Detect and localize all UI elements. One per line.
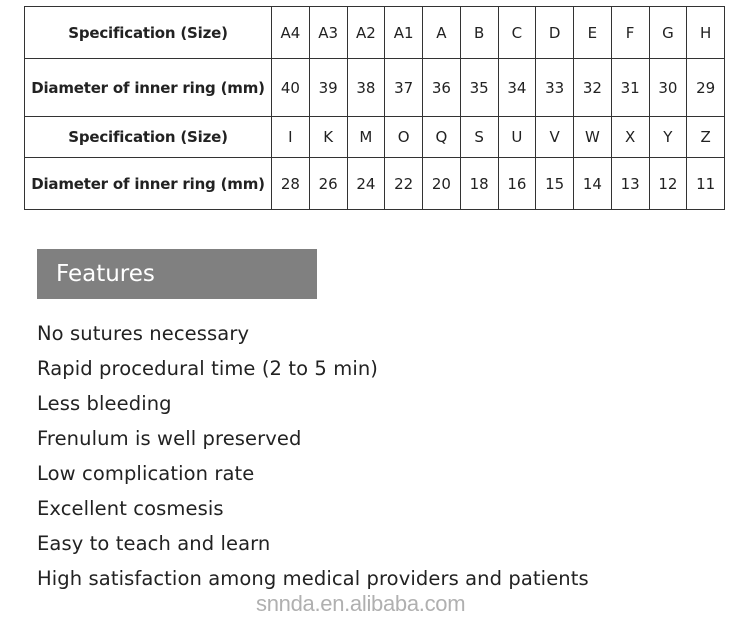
diameter-cell: 31 xyxy=(611,59,649,117)
feature-item: No sutures necessary xyxy=(37,322,250,345)
feature-item: Frenulum is well preserved xyxy=(37,427,302,450)
diameter-cell: 29 xyxy=(687,59,725,117)
diameter-cell: 39 xyxy=(309,59,347,117)
diameter-cell: 30 xyxy=(649,59,687,117)
diameter-cell: 34 xyxy=(498,59,536,117)
table-row-diameter-1 xyxy=(25,59,725,117)
size-cell: K xyxy=(309,117,347,158)
diameter-cell: 26 xyxy=(309,158,347,210)
size-cell: A3 xyxy=(309,7,347,59)
size-cell: O xyxy=(385,117,423,158)
feature-item: Rapid procedural time (2 to 5 min) xyxy=(37,357,379,380)
diameter-cell: 22 xyxy=(385,158,423,210)
row-label: Specification (Size) xyxy=(25,7,272,59)
specification-table xyxy=(24,6,725,210)
feature-item: High satisfaction among medical providers and patients xyxy=(37,567,589,590)
size-cell: V xyxy=(536,117,574,158)
diameter-cell: 33 xyxy=(536,59,574,117)
feature-item: Excellent cosmesis xyxy=(37,497,224,520)
size-cell: I xyxy=(272,117,310,158)
size-cell: H xyxy=(687,7,725,59)
feature-item: Low complication rate xyxy=(37,462,255,485)
diameter-cell: 38 xyxy=(347,59,385,117)
size-cell: S xyxy=(460,117,498,158)
diameter-cell: 35 xyxy=(460,59,498,117)
size-cell: B xyxy=(460,7,498,59)
size-cell: E xyxy=(574,7,612,59)
table-row-diameter-2 xyxy=(25,158,725,210)
diameter-cell: 36 xyxy=(423,59,461,117)
feature-item: Less bleeding xyxy=(37,392,172,415)
diameter-cell: 32 xyxy=(574,59,612,117)
diameter-cell: 13 xyxy=(611,158,649,210)
size-cell: C xyxy=(498,7,536,59)
diameter-cell: 16 xyxy=(498,158,536,210)
diameter-cell: 40 xyxy=(272,59,310,117)
size-cell: M xyxy=(347,117,385,158)
diameter-cell: 18 xyxy=(460,158,498,210)
size-cell: Z xyxy=(687,117,725,158)
size-cell: Y xyxy=(649,117,687,158)
size-cell: G xyxy=(649,7,687,59)
size-cell: A1 xyxy=(385,7,423,59)
diameter-cell: 14 xyxy=(574,158,612,210)
diameter-cell: 20 xyxy=(423,158,461,210)
watermark: snnda.en.alibaba.com xyxy=(256,591,466,616)
size-cell: D xyxy=(536,7,574,59)
row-label: Diameter of inner ring (mm) xyxy=(25,59,272,117)
table-row-size-1 xyxy=(25,7,725,59)
diameter-cell: 11 xyxy=(687,158,725,210)
diameter-cell: 37 xyxy=(385,59,423,117)
row-label: Specification (Size) xyxy=(25,117,272,158)
size-cell: F xyxy=(611,7,649,59)
features-list xyxy=(37,316,589,596)
size-cell: A2 xyxy=(347,7,385,59)
size-cell: A4 xyxy=(272,7,310,59)
size-cell: A xyxy=(423,7,461,59)
diameter-cell: 15 xyxy=(536,158,574,210)
row-label: Diameter of inner ring (mm) xyxy=(25,158,272,210)
size-cell: Q xyxy=(423,117,461,158)
size-cell: X xyxy=(611,117,649,158)
features-heading: Features xyxy=(37,249,317,299)
size-cell: U xyxy=(498,117,536,158)
diameter-cell: 12 xyxy=(649,158,687,210)
diameter-cell: 28 xyxy=(272,158,310,210)
feature-item: Easy to teach and learn xyxy=(37,532,271,555)
size-cell: W xyxy=(574,117,612,158)
table-row-size-2 xyxy=(25,117,725,158)
diameter-cell: 24 xyxy=(347,158,385,210)
